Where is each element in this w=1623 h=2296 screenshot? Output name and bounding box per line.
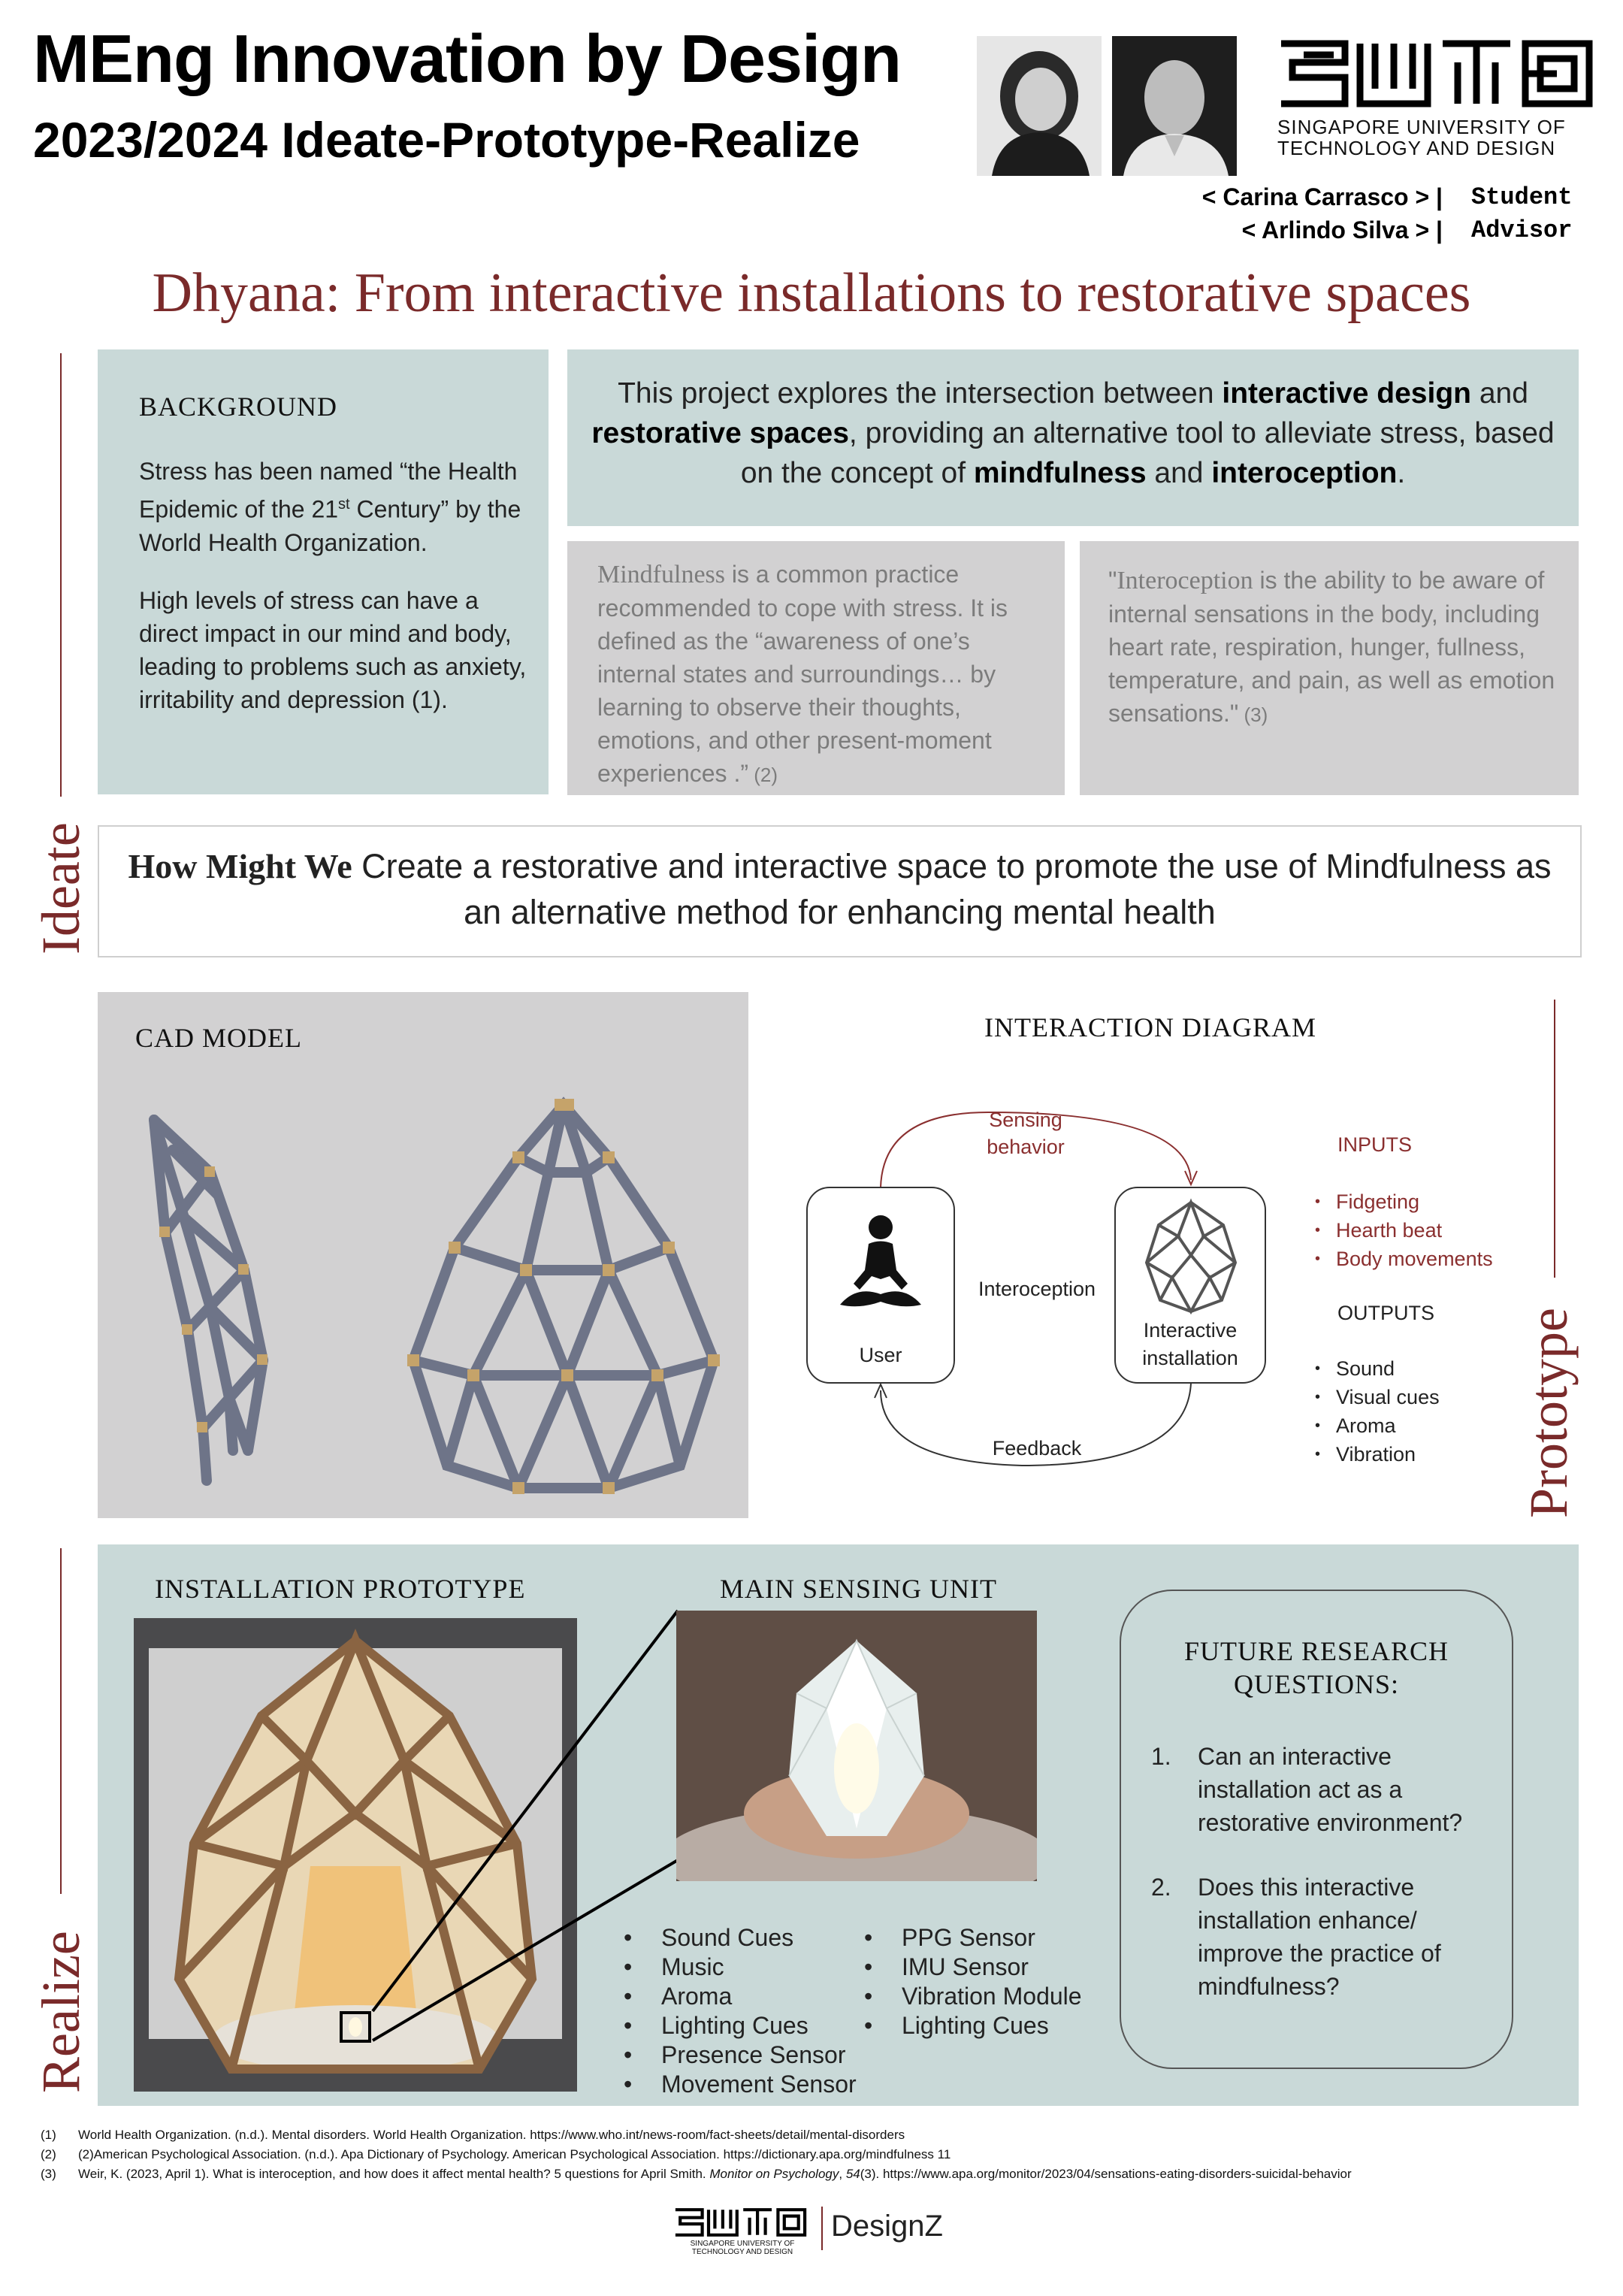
- sensing-unit-photo: [676, 1611, 1037, 1881]
- input-item: • Body movements: [1315, 1245, 1493, 1273]
- hmw-box: [98, 825, 1582, 957]
- mindfulness-panel: [567, 541, 1065, 795]
- feature-item: • PPG Sensor: [864, 1923, 1082, 1953]
- hmw-statement: How Might We Create a restorative and interactive space to promote the use of Mindfulness as an alternative method for enhancing mental health: [128, 847, 1552, 931]
- sutd-logo: [1277, 36, 1593, 111]
- feature-item: • Presence Sensor: [624, 2040, 857, 2070]
- realize-panel: [98, 1544, 1579, 2106]
- advisor-photo: [1112, 36, 1237, 176]
- project-title: Dhyana: From interactive installations to restorative spaces: [152, 262, 1471, 324]
- feature-item: • Music: [624, 1953, 857, 1982]
- ideate-divider: [60, 353, 62, 797]
- realize-divider: [60, 1548, 62, 1894]
- features-list-right: [864, 1923, 1082, 2040]
- footer-sutd-logo: [672, 2207, 808, 2244]
- output-item: • Visual cues: [1315, 1383, 1440, 1411]
- reference-item: (2) (2)American Psychological Association. (n.d.). Apa Dictionary of Psychology. American Psychological Association. https://dictionary.apa.org/mindfulness 11: [41, 2147, 951, 2161]
- sensing-behavior-label: Sensing behavior: [987, 1109, 1065, 1158]
- feature-item: • Sound Cues: [624, 1923, 857, 1953]
- cad-panel: [98, 992, 748, 1518]
- poster-title: MEng Innovation by Design: [33, 22, 902, 97]
- cad-heading: CAD MODEL: [135, 1023, 302, 1053]
- designz-brand: DesignZ: [831, 2210, 943, 2243]
- future-research-heading: FUTURE RESEARCH QUESTIONS:: [1183, 1636, 1449, 1699]
- poster-subtitle: 2023/2024 Ideate-Prototype-Realize: [33, 112, 860, 168]
- outputs-list: [1315, 1354, 1440, 1469]
- university-line-2: TECHNOLOGY AND DESIGN: [1277, 137, 1556, 159]
- installation-prototype-heading: INSTALLATION PROTOTYPE: [155, 1574, 526, 1604]
- interoception-label: Interoception: [978, 1278, 1096, 1300]
- intro-panel: [567, 349, 1579, 526]
- feedback-label: Feedback: [992, 1437, 1082, 1460]
- references: [41, 2125, 1603, 2184]
- inputs-list: [1315, 1187, 1493, 1273]
- advisor-name: < Arlindo Silva > |: [1241, 216, 1443, 244]
- advisor-role: Advisor: [1471, 216, 1573, 244]
- reference-item: (1) World Health Organization. (n.d.). Mental disorders. World Health Organization. https://www.who.int/news-room/fact-sheets/detail/mental-disorders: [41, 2128, 905, 2142]
- university-name: [1277, 116, 1608, 159]
- feature-item: • IMU Sensor: [864, 1953, 1082, 1982]
- background-paragraph-1: Stress has been named “the Health Epidemic of the 21st Century” by the World Health Organization.: [139, 458, 521, 556]
- mindfulness-definition: Mindfulness is a common practice recommended to cope with stress. It is defined as the “awareness of one’s internal states and surroundings… by learning to observe their thoughts, emotions, and other present-moment experiences .” (2): [597, 561, 1008, 787]
- output-item: • Sound: [1315, 1354, 1440, 1383]
- interaction-diagram-heading: INTERACTION DIAGRAM: [984, 1012, 1316, 1042]
- feature-item: • Aroma: [624, 1982, 857, 2011]
- interoception-definition: "Interoception is the ability to be aware of internal sensations in the body, including heart rate, respiration, hunger, fullness, temperature, and pain, as well as emotion sensations." (3): [1108, 567, 1555, 727]
- intro-text: This project explores the intersection between interactive design and restorative spaces, providing an alternative tool to alleviate stress, based on the concept of mindfulness and interoception.: [591, 377, 1555, 489]
- input-item: • Fidgeting: [1315, 1187, 1493, 1216]
- user-label: User: [859, 1344, 902, 1366]
- question-number: 1.: [1151, 1743, 1171, 1770]
- interaction-diagram: [796, 1082, 1503, 1518]
- research-question-1: Can an interactive installation act as a restorative environment?: [1198, 1743, 1463, 1836]
- student-photo: [977, 36, 1102, 176]
- background-panel: [98, 349, 549, 794]
- output-item: • Aroma: [1315, 1411, 1440, 1440]
- outputs-heading: OUTPUTS: [1337, 1302, 1435, 1324]
- background-heading: BACKGROUND: [139, 392, 338, 422]
- input-item: • Hearth beat: [1315, 1216, 1493, 1245]
- reference-item: (3) Weir, K. (2023, April 1). What is interoception, and how does it affect mental health? 5 questions for April Smith. Monitor on Psychology, 54(3). https://www.apa.org/monitor/2023/04/sensations-eating-disorders-suicidal-behavior: [41, 2167, 1352, 2181]
- installation-label: Interactive installation: [1142, 1319, 1238, 1369]
- student-role: Student: [1471, 183, 1573, 211]
- section-label-prototype: Prototype: [1519, 1308, 1579, 1518]
- cad-model-illustration: [98, 1060, 748, 1514]
- footer-university-name: SINGAPORE UNIVERSITY OF TECHNOLOGY AND DESIGN: [690, 2240, 795, 2256]
- section-label-ideate: Ideate: [31, 822, 91, 954]
- background-paragraph-2: High levels of stress can have a direct impact in our mind and body, leading to problems such as anxiety, irritability and depression (1).: [139, 587, 527, 713]
- inputs-heading: INPUTS: [1337, 1133, 1413, 1156]
- student-name: < Carina Carrasco > |: [1201, 183, 1443, 210]
- prototype-divider: [1554, 1000, 1555, 1278]
- section-label-realize: Realize: [31, 1931, 91, 2093]
- research-question-2: Does this interactive installation enhance/ improve the practice of mindfulness?: [1198, 1874, 1441, 2000]
- interoception-panel: [1080, 541, 1579, 795]
- question-number: 2.: [1151, 1874, 1171, 1901]
- university-line-1: SINGAPORE UNIVERSITY OF: [1277, 116, 1566, 138]
- feature-item: • Lighting Cues: [864, 2011, 1082, 2040]
- feature-item: • Lighting Cues: [624, 2011, 857, 2040]
- future-research-box: [1120, 1590, 1513, 2069]
- footer-divider: [821, 2207, 823, 2250]
- feature-item: • Movement Sensor: [624, 2070, 857, 2099]
- features-list-left: [624, 1923, 857, 2099]
- main-sensing-unit-heading: MAIN SENSING UNIT: [720, 1574, 997, 1604]
- output-item: • Vibration: [1315, 1440, 1440, 1469]
- feature-item: • Vibration Module: [864, 1982, 1082, 2011]
